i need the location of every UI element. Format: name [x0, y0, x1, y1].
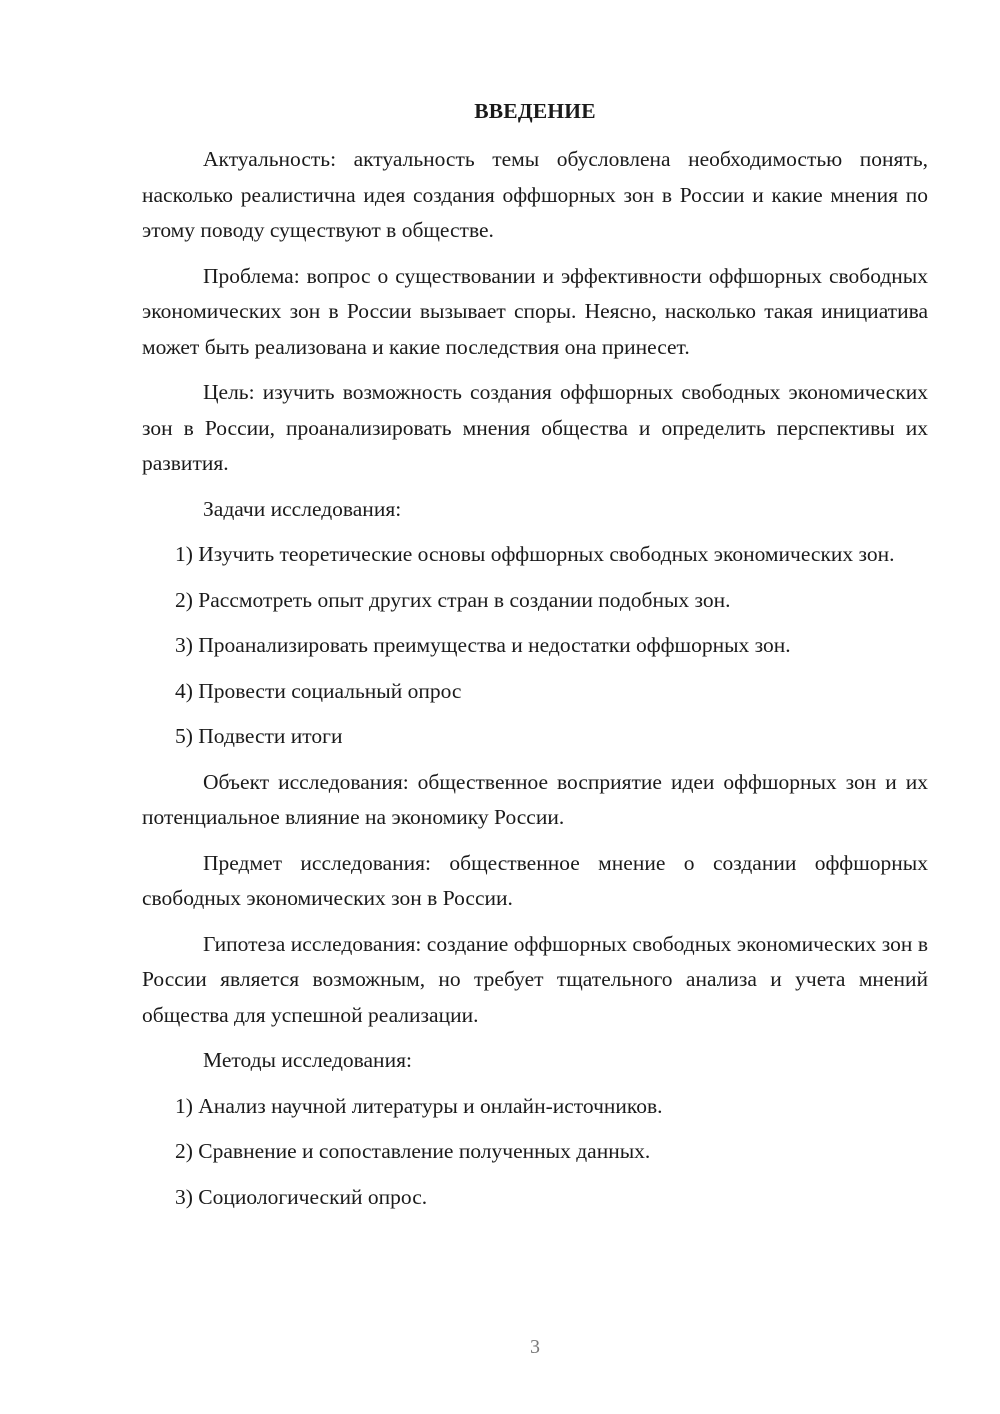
list-item-task-3: 3) Проанализировать преимущества и недостатки оффшорных зон.: [175, 633, 791, 657]
document-page: [142, 0, 928, 1414]
page-number: 3: [530, 1336, 540, 1358]
list-item-method-3: 3) Социологический опрос.: [175, 1184, 428, 1209]
list-item-task-4: 4) Провести социальный опрос: [175, 678, 462, 703]
list-item-method-1: 1) Анализ научной литературы и онлайн-источников.: [175, 1093, 663, 1118]
paragraph-hypothesis: Гипотеза исследования: создание оффшорных свободных экономических зон в России является возможным, но требует тщательного анализа и учета мнений общества для успешной реализации.: [142, 931, 928, 1027]
list-item-task-2: 2) Рассмотреть опыт других стран в создании подобных зон.: [175, 587, 731, 612]
list-item-method-2: 2) Сравнение и сопоставление полученных данных.: [175, 1139, 651, 1163]
paragraph-subject: Предмет исследования: общественное мнение о создании оффшорных свободных экономических зон в России.: [142, 850, 928, 910]
list-item-task-5: 5) Подвести итоги: [175, 724, 343, 748]
document-body: [142, 142, 928, 1225]
paragraph-tasks-heading: Задачи исследования:: [203, 496, 402, 521]
page-title: ВВЕДЕНИЕ: [474, 99, 596, 123]
paragraph-object: Объект исследования: общественное восприятие идеи оффшорных зон и их потенциальное влияние на экономику России.: [142, 769, 928, 829]
paragraph-problem: Проблема: вопрос о существовании и эффективности оффшорных свободных экономических зон в России вызывает споры. Неясно, насколько такая инициатива может быть реализована и какие последствия она принесет.: [142, 263, 928, 359]
paragraph-relevance: Актуальность: актуальность темы обусловлена необходимостью понять, насколько реалистична идея создания оффшорных зон в России и какие мнения по этому поводу существуют в обществе.: [142, 147, 928, 242]
paragraph-goal: Цель: изучить возможность создания оффшорных свободных экономических зон в России, проанализировать мнения общества и определить перспективы их развития.: [142, 380, 928, 475]
list-item-task-1: 1) Изучить теоретические основы оффшорных свободных экономических зон.: [175, 542, 895, 566]
paragraph-methods-heading: Методы исследования:: [203, 1048, 412, 1072]
